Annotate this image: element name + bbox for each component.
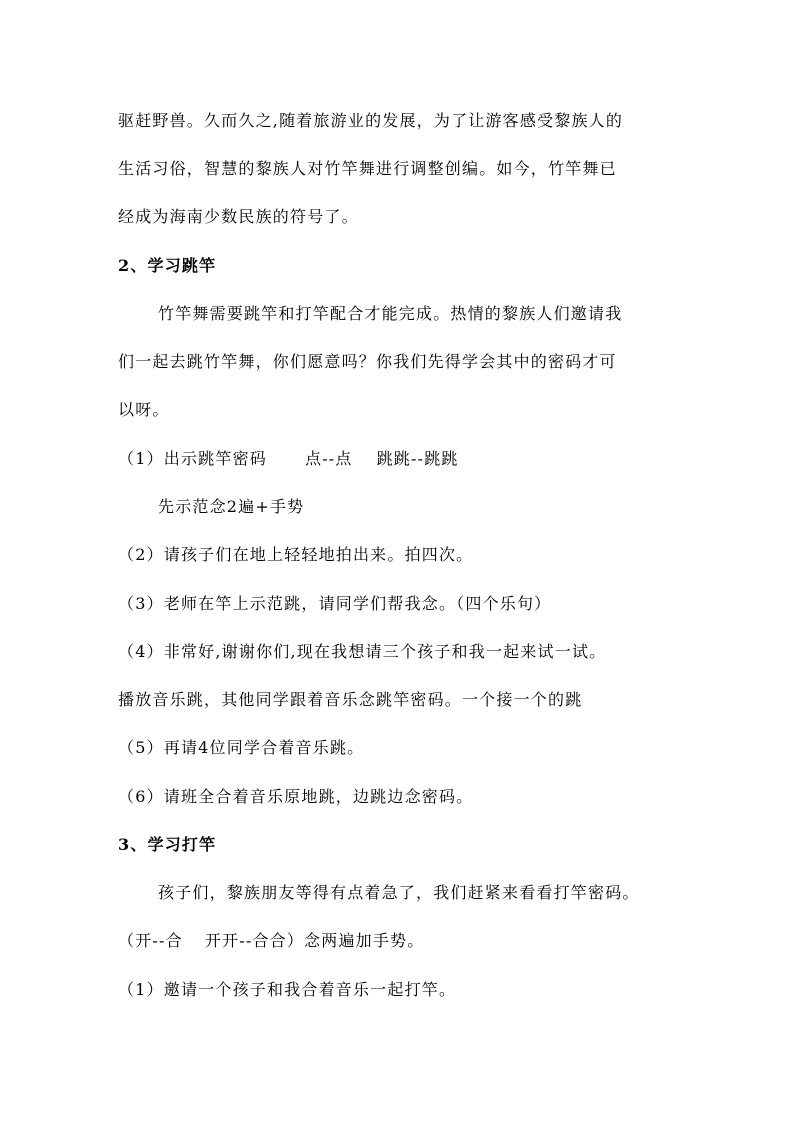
paragraph-line: 竹竿舞需要跳竿和打竿配合才能完成。热情的黎族人们邀请我	[158, 304, 623, 323]
list-item-label: （1）出示跳竿密码	[118, 449, 267, 468]
list-item: （5）再请4位同学合着音乐跳。	[118, 738, 365, 757]
list-item: （6）请班全合着音乐原地跳，边跳边念密码。	[118, 787, 474, 806]
code-text: 开开--合合）念两遍加手势。	[204, 931, 425, 950]
paragraph-line	[118, 931, 424, 951]
list-item	[118, 449, 459, 469]
paragraph-line: 们一起去跳竹竿舞，你们愿意吗？你我们先得学会其中的密码才可	[118, 352, 617, 371]
paragraph-line: 驱赶野兽。久而久之,随着旅游业的发展，为了让游客感受黎族人的	[118, 111, 624, 130]
paragraph-line: 播放音乐跳，其他同学跟着音乐念跳竿密码。一个接一个的跳	[118, 690, 583, 709]
section-heading-2: 2、学习跳竿	[118, 256, 217, 275]
list-item: （1）邀请一个孩子和我合着音乐一起打竿。	[118, 980, 457, 999]
code-text: 跳跳--跳跳	[376, 449, 459, 468]
paragraph-line: 生活习俗，智慧的黎族人对竹竿舞进行调整创编。如今，竹竿舞已	[118, 159, 617, 178]
list-item: （3）老师在竿上示范跳，请同学们帮我念。（四个乐句）	[118, 594, 552, 613]
list-item-note: 先示范念2遍+手势	[158, 497, 305, 516]
list-item: （2）请孩子们在地上轻轻地拍出来。拍四次。	[118, 545, 474, 564]
code-text: （开--合	[118, 931, 183, 950]
code-text: 点--点	[304, 449, 353, 468]
paragraph-line: 孩子们，黎族朋友等得有点着急了，我们赶紧来看看打竿密码。	[158, 883, 640, 902]
list-item: （4）非常好,谢谢你们,现在我想请三个孩子和我一起来试一试。	[118, 642, 607, 661]
paragraph-line: 以呀。	[118, 400, 170, 419]
paragraph-line: 经成为海南少数民族的符号了。	[118, 207, 359, 226]
section-heading-3: 3、学习打竿	[118, 835, 217, 854]
